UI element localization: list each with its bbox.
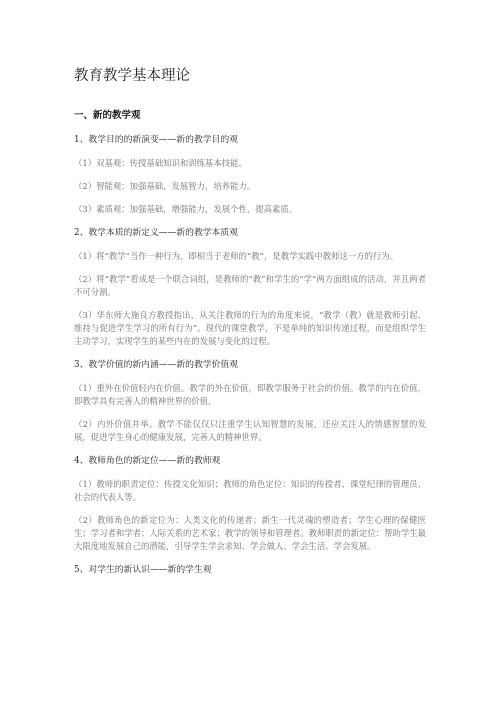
- paragraph: （3）华东师大施良方教授指出，从关注教师的行为的角度来说，“教学（教）就是教师引起、维持与促进学生学习的所有行为”。现代的课堂教学，不是单纯的知识传递过程，而是组织学生主动学习，实现学生的某些内在的发展与变化的过程。: [74, 310, 426, 346]
- paragraph: （2）教师角色的新定位为：人类文化的传递者；新生一代灵魂的塑造者；学生心理的保健医生；学习者和学者；人际关系的艺术家；教学的领导和管理者。教师职责的新定位：帮助学生最大限度地发展自己的潜能，引导学生学会求知、学会做人、学会生活、学会发展。: [74, 515, 426, 551]
- subsection-heading: 4、教师角色的新定位——新的教师观: [74, 456, 221, 466]
- section-content: [74, 134, 426, 577]
- paragraph: （2）智能观：加强基础，发展智力，培养能力。: [74, 181, 256, 191]
- paragraph: （1）重外在价值轻内在价值。教学的外在价值，即教学服务于社会的价值。教学的内在价值，即教学具有完善人的精神世界的价值。: [74, 383, 426, 406]
- paragraph: （1）教师的职责定位：传授文化知识；教师的角色定位：知识的传授者、课堂纪律的管理员、社会的代表人等。: [74, 479, 426, 502]
- paragraph: （2）内外价值并举。教学不能仅仅只注重学生认知智慧的发展，还应关注人的情感智慧的发展，促进学生身心的健康发展，完善人的精神世界。: [74, 419, 426, 442]
- subsection-heading: 1、教学目的的新演变——新的教学目的观: [74, 135, 238, 145]
- subsection-heading: 5、对学生的新认识——新的学生观: [74, 565, 212, 575]
- paragraph: （2）将“教学”看成是一个联合词组，是教师的“教”和学生的“学”两方面组成的活动，并且两者不可分割。: [74, 274, 426, 297]
- section-heading: 一、新的教学观: [74, 110, 141, 121]
- paragraph: （1）双基观：传授基础知识和训练基本技能。: [74, 158, 247, 168]
- subsection-heading: 2、教学本质的新定义——新的教学本质观: [74, 228, 238, 238]
- paragraph: （3）素质观：加强基础，增强能力，发展个性，提高素质。: [74, 204, 298, 214]
- subsection-heading: 3、教学价值的新内涵——新的教学价值观: [74, 360, 238, 370]
- document-title: 教育教学基本理论: [74, 68, 190, 84]
- document-page: [74, 0, 426, 577]
- paragraph: （1）将“教学”当作一种行为，即相当于老师的“教”，是教学实践中教师这一方的行为。: [74, 251, 398, 261]
